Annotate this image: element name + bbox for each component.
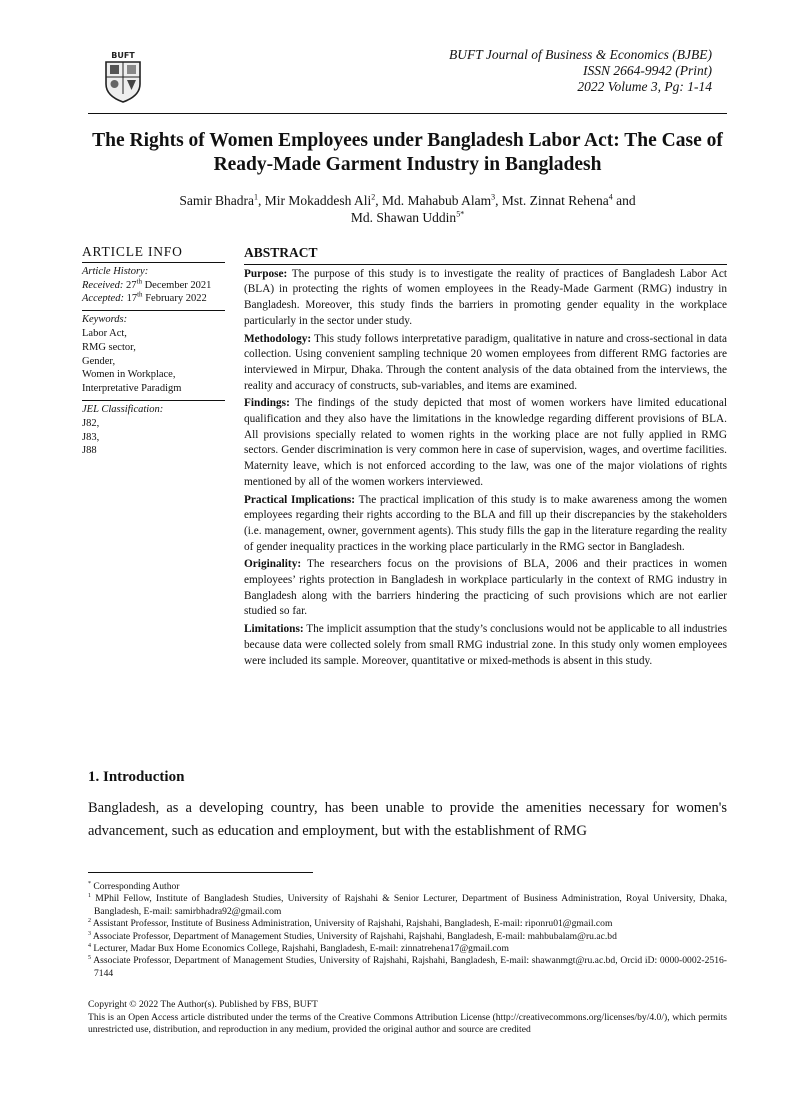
author-1: Samir Bhadra$^1$,: [179, 192, 265, 208]
abstract: [244, 245, 727, 671]
author-list: [88, 192, 727, 226]
abstract-limitations: Limitations: The implicit assumption that the study’s conclusions would not be applicable to all industries because data were collected solely from small RMG industrial zone. In this study only women employees were included its sample. Moreover, quantitative or mixed-methods is absent in this study.: [244, 623, 727, 667]
paper-title: The Rights of Women Employees under Bangladesh Labor Act: The Case of Ready-Made Garment Industry in Bangladesh: [92, 130, 723, 175]
keyword-item: Gender,: [82, 355, 116, 367]
journal-issn: ISSN 2664-9942 (Print): [583, 63, 712, 78]
abstract-implications: Practical Implications: The practical implication of this study is to make awareness among the women employees regarding their rights according to the BLA and fill up their discrepancies by the stakeholders (i.e. management, owner, government agents). This study fills the gap in the literature regarding the reality of gender inequality practices in the working place particularly in the RMG sector in Bangladesh.: [244, 493, 728, 553]
logo-text: BUFT: [111, 51, 135, 60]
copyright-line: Copyright © 2022 The Author(s). Published by FBS, BUFT: [88, 999, 318, 1010]
journal-volume: 2022 Volume 3, Pg: 1-14: [577, 79, 712, 94]
keyword-item: Labor Act,: [82, 327, 127, 339]
abstract-findings: Findings: The findings of the study depicted that most of women workers have limited educational qualification and they also have the limitations in the knowledge regarding different provisions of BLA. All provisions specially related to women rights in the working place are not fully applied in RMG sectors. Gender discrimination is very common here in case of supervision, wages, and overtime facilities. Maternity leave, which is not enforced according to the law, was one of the major violations of rights mentioned by all of the women workers interviewed.: [244, 397, 727, 488]
abstract-methodology: Methodology: This study follows interpretative paradigm, qualitative in nature and cross-sectional in data collection. Using convenient sampling technique 20 women employees from different RMG factories are interviewed in Mirpur, Dhaka. Through the content analysis of the data obtained from the interviews, the reality and accuracy of constructs, sub-variables, and items are examined.: [244, 332, 727, 392]
keywords-label: Keywords:: [82, 314, 128, 326]
journal-name: BUFT Journal of Business & Economics (BJBE): [449, 47, 712, 62]
introduction-text: Bangladesh, as a developing country, has been unable to provide the amenities necessary for women's advancement, such as education and employment, but with the establishment of RMG: [88, 800, 727, 839]
license-text: This is an Open Access article distributed under the terms of the Creative Commons Attribution License (http://creativecommons.org/licenses/by/4.0/), which permits unrestricted use, distribution, and reproduction in any medium, provided the original author and source are credited: [88, 1011, 727, 1036]
author-5: Md. Shawan Uddin$^{5*}$: [350, 209, 465, 225]
section-heading-introduction: 1. Introduction: [88, 769, 185, 785]
jel-code: J83,: [82, 431, 100, 443]
author-3: Md. Mahabub Alam$^3$,: [382, 192, 502, 208]
keyword-item: RMG sector,: [82, 341, 136, 353]
abstract-heading: ABSTRACT: [244, 245, 727, 265]
jel-section: [82, 401, 225, 462]
article-info: [82, 245, 225, 462]
abstract-purpose: Purpose: The purpose of this study is to investigate the reality of practices of Bangladesh Labor Act (BLA) in protecting the rights of women employees in the Ready-Made Garment (RMG) industry in Bangladesh. Moreover, this study finds the barriers in promoting gender equality in the workplace particularly in the sector under study.: [244, 267, 727, 327]
footnote-2: $^2$ Assistant Professor, Institute of Business Administration, University of Rajshahi, Rajshahi, Bangladesh, E-mail: riponru01@gmail.com: [88, 918, 613, 930]
footnote-rule: [88, 872, 313, 873]
keywords-section: [82, 311, 225, 401]
jel-label: JEL Classification:: [82, 403, 164, 415]
footnote-corresponding: * Corresponding Author: [88, 880, 180, 892]
copyright-block: [88, 999, 727, 1037]
history-label: Article History:: [82, 265, 149, 277]
footnote-4: $^4$ Lecturer, Madar Bux Home Economics College, Rajshahi, Bangladesh, E-mail: zinnatrehena17@gmail.com: [88, 942, 509, 955]
jel-code: J88: [82, 445, 97, 457]
jel-code: J82,: [82, 417, 100, 429]
author-2: Mir Mokaddesh Ali$^2$,: [264, 192, 382, 208]
header-rule: [88, 113, 727, 114]
author-4: Mst. Zinnat Rehena$^4$ and: [501, 192, 636, 208]
footnotes: [88, 881, 727, 980]
footnote-5: $^5$ Associate Professor, Department of Management Studies, University of Rajshahi, Rajshahi, Bangladesh, E-mail: shawanmgt@ru.ac.bd, Orcid iD: 0000-0002-2516-7144: [88, 955, 728, 979]
keyword-item: Women in Workplace,: [82, 369, 176, 381]
article-info-heading: ARTICLE INFO: [82, 245, 225, 263]
received-date: Received: 27th December 2021: [82, 277, 212, 291]
journal-info: [449, 47, 712, 95]
accepted-date: Accepted: 17th February 2022: [82, 290, 207, 305]
journal-logo: [100, 50, 146, 104]
footnote-3: $^3$ Associate Professor, Department of Management Studies, University of Rajshahi, Rajshahi, Bangladesh, E-mail: mahbubalam@ru.ac.bd: [88, 930, 617, 942]
footnote-1: $^1$ MPhil Fellow, Institute of Bangladesh Studies, University of Rajshahi & Senior Lecturer, Department of Business Administration, Royal University, Dhaka, Bangladesh, E-mail: samirbhadra92@gmail.com: [88, 893, 727, 917]
article-history: [82, 263, 225, 311]
abstract-originality: Originality: The researchers focus on the provisions of BLA, 2006 and their practices in women employees’ rights protection in Bangladesh in workplace particularly in the context of RMG industry in Bangladesh along with the barriers hindering the practicing of such provisions which are not earlier studied so far.: [244, 558, 728, 618]
keyword-item: Interpretative Paradigm: [82, 383, 182, 395]
